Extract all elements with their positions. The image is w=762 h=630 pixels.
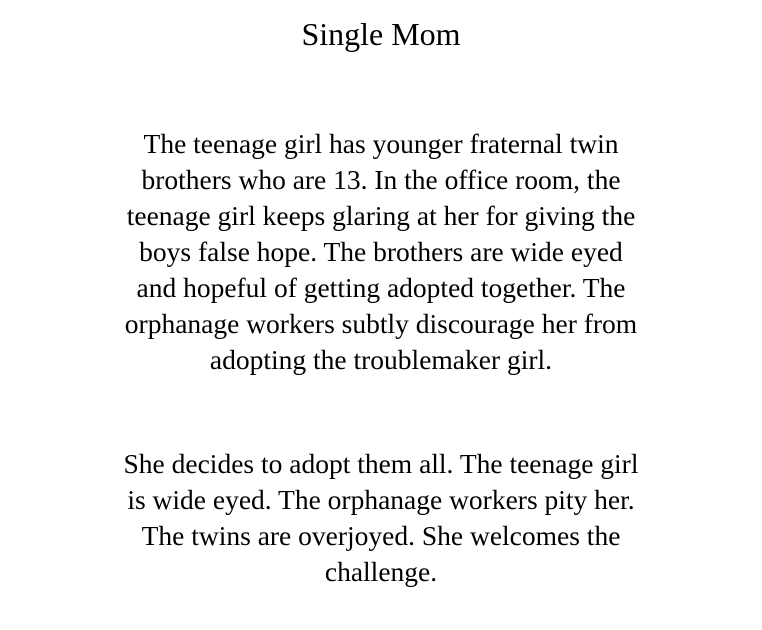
paragraph-1 xyxy=(71,126,691,378)
paragraph-line: The twins are overjoyed. She welcomes the xyxy=(141,520,621,551)
paragraph-line: is wide eyed. The orphanage workers pity her. xyxy=(127,484,635,515)
paragraph-line: teenage girl keeps glaring at her for giving the xyxy=(126,200,636,231)
paragraph-line: brothers who are 13. In the office room, the xyxy=(141,164,621,195)
paragraph-line: The teenage girl has younger fraternal twin xyxy=(143,128,619,159)
paragraph-line: boys false hope. The brothers are wide eyed xyxy=(139,236,623,267)
paragraph-line: challenge. xyxy=(324,556,438,587)
paragraph-2 xyxy=(71,446,691,590)
paragraph-line: adopting the troublemaker girl. xyxy=(209,344,553,375)
paragraph-line: orphanage workers subtly discourage her from xyxy=(124,308,638,339)
paragraph-line: and hopeful of getting adopted together. The xyxy=(136,272,626,303)
page-title: Single Mom xyxy=(301,16,461,52)
paragraph-line: She decides to adopt them all. The teenage girl xyxy=(123,448,639,479)
